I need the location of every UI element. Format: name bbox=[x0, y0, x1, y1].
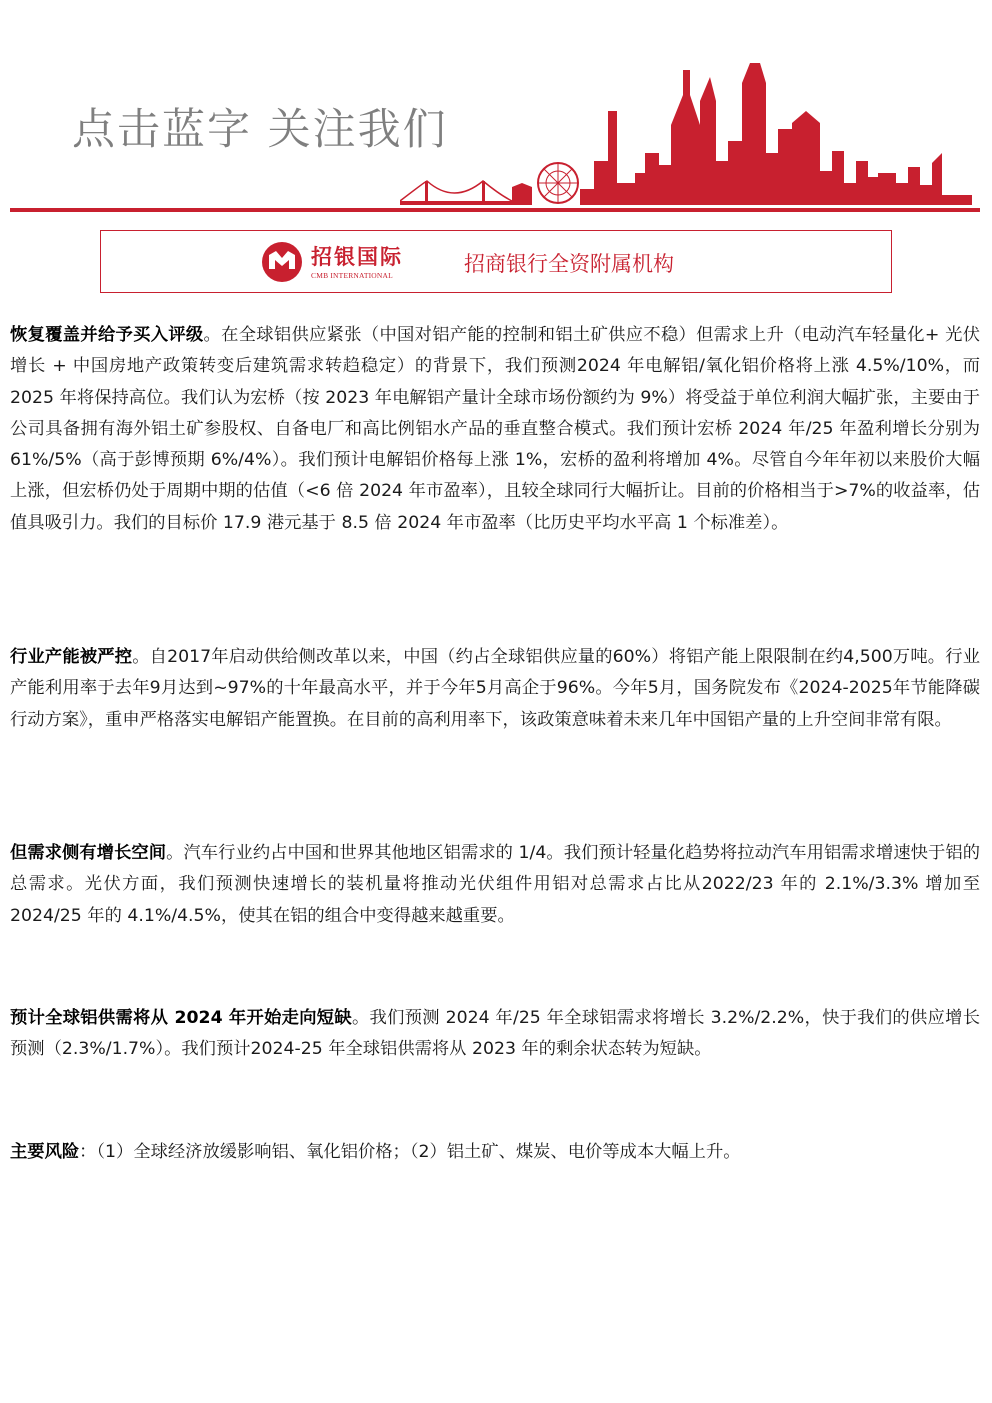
city-skyline-illustration bbox=[400, 55, 980, 215]
paragraph-body: ：（1）全球经济放缓影响铝、氧化铝价格；（2）铝土矿、煤炭、电价等成本大幅上升。 bbox=[79, 1142, 741, 1162]
paragraph-body: 。我们预测 2024 年/25 年全球铝需求将增长 3.2%/2.2%，快于我们的供应增长预测（2.3%/1.7%）。我们预计2024-25 年全球铝供需将从 2023 年的剩余状态转为短缺。 bbox=[10, 1008, 980, 1060]
paragraph-demand bbox=[10, 838, 980, 932]
paragraph-shortage bbox=[10, 1003, 980, 1066]
paragraph-body: 。汽车行业约占中国和世界其他地区铝需求的 1/4。我们预计轻量化趋势将拉动汽车用铝需求增速快于铝的总需求。光伏方面，我们预测快速增长的装机量将推动光伏组件用铝对总需求占比从2022/23 年的 2.1%/3.3% 增加至 2024/25 年的 4.1%/4.5%，使其在铝的组合中变得越来越重要。 bbox=[10, 843, 980, 926]
paragraph-body: 。在全球铝供应紧张（中国对铝产能的控制和铝土矿供应不稳）但需求上升（电动汽车轻量化+ 光伏增长 + 中国房地产政策转变后建筑需求转趋稳定）的背景下，我们预测2024 年电解铝/氧化铝价格将上涨 4.5%/10%，而2025 年将保持高位。我们认为宏桥（按 2023 年电解铝产量计全球市场份额约为 9%）将受益于单位利润大幅扩张，主要由于公司具备拥有海外铝土矿参股权、自备电厂和高比例铝水产品的垂直整合模式。我们预计宏桥 2024 年/25 年盈利增长分别为 61%/5%（高于彭博预期 6%/4%）。我们预计电解铝价格每上涨 1%，宏桥的盈利将增加 4%。尽管自今年年初以来股价大幅上涨，但宏桥仍处于周期中期的估值（<6 倍 2024 年市盈率），且较全球同行大幅折让。目前的价格相当于>7%的收益率，估值具吸引力。我们的目标价 17.9 港元基于 8.5 倍 2024 年市盈率（比历史平均水平高 1 个标准差）。 bbox=[10, 325, 980, 533]
paragraph-risks bbox=[10, 1137, 980, 1168]
paragraph-heading: 主要风险 bbox=[10, 1142, 80, 1162]
logo-english-name: CMB INTERNATIONAL bbox=[311, 271, 393, 280]
ferris-wheel-icon bbox=[538, 163, 578, 203]
cmbi-logo-icon bbox=[261, 241, 303, 283]
follow-us-title[interactable]: 点击蓝字 关注我们 bbox=[72, 105, 448, 155]
paragraph-body: 。自2017年启动供给侧改革以来，中国（约占全球铝供应量的60%）将铝产能上限限制在约4,500万吨。行业产能利用率于去年9月达到~97%的十年最高水平，并于今年5月高企于96%。今年5月，国务院发布《2024-2025年节能降碳行动方案》，重申严格落实电解铝产能置换。在目前的高利用率下，该政策意味着未来几年中国铝产量的上升空间非常有限。 bbox=[10, 647, 980, 730]
page-header bbox=[0, 0, 992, 215]
paragraph-heading: 预计全球铝供需将从 2024 年开始走向短缺 bbox=[10, 1008, 352, 1028]
logo-chinese-name: 招银国际 bbox=[311, 244, 403, 269]
paragraph-heading: 恢复覆盖并给予买入评级 bbox=[10, 325, 204, 345]
bridge-icon bbox=[400, 181, 512, 205]
paragraph-capacity bbox=[10, 642, 980, 736]
header-divider bbox=[10, 208, 980, 212]
banner-tagline: 招商银行全资附属机构 bbox=[464, 252, 674, 276]
cmbi-banner[interactable] bbox=[100, 230, 892, 293]
paragraph-rating bbox=[10, 320, 980, 539]
paragraph-heading: 行业产能被严控 bbox=[10, 647, 133, 667]
paragraph-heading: 但需求侧有增长空间 bbox=[10, 843, 167, 863]
